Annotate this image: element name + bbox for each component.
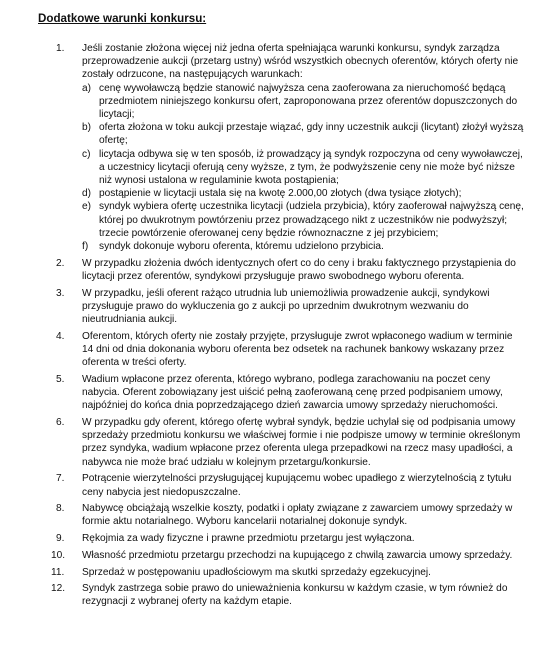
- sub-item-letter: f): [82, 241, 89, 253]
- list-item: [38, 257, 524, 283]
- sub-item-letter: c): [82, 148, 91, 160]
- item-text: Potrącenie wierzytelności przysługującej kupującemu wobec upadłego z wierzytelnością z tytułu ceny nabycia jest niedopuszczalne.: [82, 473, 512, 498]
- list-item: [38, 287, 524, 327]
- item-text: Sprzedaż w postępowaniu upadłościowym ma skutki sprzedaży egzekucyjnej.: [82, 566, 431, 578]
- item-number: 9.: [56, 533, 65, 545]
- sub-list-item: [82, 240, 524, 253]
- list-item: [38, 502, 524, 528]
- item-text: Jeśli zostanie złożona więcej niż jedna oferta spełniająca warunki konkursu, syndyk zarządza przeprowadzenie aukcji (przetarg ustny) wśród wszystkich obecnych oferentów, których oferty nie zostały odrzucone, na następujących warunkach:: [82, 43, 519, 81]
- sub-item-letter: b): [82, 122, 92, 134]
- item-number: 6.: [56, 416, 65, 428]
- item-number: 7.: [56, 473, 65, 485]
- list-item: [38, 472, 524, 498]
- item-text: W przypadku, jeśli oferent rażąco utrudnia lub uniemożliwia prowadzenie aukcji, syndykowi przysługuje prawo do wykluczenia go z aukcji po uprzednim dwukrotnym wezwaniu do nieutrudniania aukcji.: [82, 287, 490, 326]
- item-text: Rękojmia za wady fizyczne i prawne przedmiotu przetargu jest wyłączona.: [82, 533, 415, 545]
- conditions-list: [38, 42, 524, 609]
- list-item: [38, 549, 524, 562]
- item-number: 11.: [51, 566, 65, 578]
- item-number: 2.: [56, 257, 65, 269]
- item-number: 1.: [56, 43, 65, 54]
- list-item: [38, 373, 524, 413]
- auction-rules-list: [82, 82, 524, 254]
- sub-list-item: [82, 187, 524, 200]
- sub-item-letter: a): [82, 82, 92, 94]
- sub-item-text: syndyk dokonuje wyboru oferenta, któremu udzielono przybicia.: [99, 241, 384, 253]
- sub-item-letter: e): [82, 201, 92, 213]
- item-number: 4.: [56, 330, 65, 342]
- item-number: 3.: [56, 287, 65, 299]
- sub-list-item: [82, 82, 524, 122]
- item-number: 12.: [51, 583, 66, 595]
- list-item: [38, 416, 524, 469]
- list-item: [38, 582, 524, 608]
- sub-list-item: [82, 148, 524, 188]
- sub-list-item: [82, 200, 524, 240]
- list-item: [38, 330, 524, 370]
- item-number: 8.: [56, 503, 65, 515]
- sub-list-item: [82, 121, 524, 147]
- item-text: Oferentom, których oferty nie zostały przyjęte, przysługuje zwrot wpłaconego wadium w terminie 14 dni od dnia dokonania wyboru oferenta bez odsetek na rachunek bankowy wskazany przez oferenta w treści oferty.: [82, 330, 513, 369]
- item-text: W przypadku gdy oferent, którego ofertę wybrał syndyk, będzie uchylał się od podpisania umowy sprzedaży przedmiotu konkursu we właściwej formie i nie podpisze umowy w terminie określonym przez syndyka, wadium wpłacone przez oferenta ulega przepadkowi na rzecz masy upadłości, a nabywca nie może brać udziału w kolejnym przetargu/konkursie.: [82, 416, 521, 468]
- item-text: Nabywcę obciążają wszelkie koszty, podatki i opłaty związane z zawarciem umowy sprzedaży w formie aktu notarialnego. Wyboru kancelarii notarialnej dokonuje syndyk.: [82, 503, 513, 528]
- item-text: W przypadku złożenia dwóch identycznych ofert co do ceny i braku faktycznego przystąpienia do licytacji przez oferentów, syndykowi przysługuje prawo swobodnego wyboru oferenta.: [82, 257, 516, 282]
- list-item: [38, 566, 524, 579]
- list-item: [38, 42, 524, 253]
- sub-item-text: oferta złożona w toku aukcji przestaje wiązać, gdy inny uczestnik aukcji (licytant) złożył wyższą ofertę;: [99, 122, 524, 147]
- document-title: Dodatkowe warunki konkursu:: [38, 12, 207, 25]
- sub-item-text: syndyk wybiera ofertę uczestnika licytacji (udziela przybicia), który zaoferował najwyższą cenę, której po dwukrotnym powtórzeniu przez prowadzącego nikt z uczestników nie podwyższył; trzecie powtórzenie oferowanej ceny będzie równoznaczne z jej przybiciem;: [99, 201, 524, 239]
- item-text: Wadium wpłacone przez oferenta, którego wybrano, podlega zarachowaniu na poczet ceny nabycia. Oferent zobowiązany jest uiścić pełną zaoferowaną cenę przed podpisaniem umowy, najpóźniej do końca dnia poprzedzającego dzień zawarcia umowy sprzedaży nieruchomości.: [82, 373, 503, 412]
- item-number: 5.: [56, 373, 65, 385]
- sub-item-text: cenę wywoławczą będzie stanowić najwyższa cena zaoferowana za nieruchomość będącą przedmiotem niniejszego konkursu ofert, zaproponowana przez oferentów dopuszczonych do licytacji;: [99, 82, 518, 121]
- sub-item-letter: d): [82, 188, 92, 200]
- sub-item-text: licytacja odbywa się w ten sposób, iż prowadzący ją syndyk rozpoczyna od ceny wywoławczej, a uczestnicy licytacji oferują ceny wyższe, z tym, że podwyższenie ceny nie może być niższe niż wynosi ustalona w regulaminie kwota postąpienia;: [99, 148, 523, 187]
- sub-item-text: postąpienie w licytacji ustala się na kwotę 2.000,00 złotych (dwa tysiące złotych);: [99, 188, 462, 200]
- item-text: Własność przedmiotu przetargu przechodzi na kupującego z chwilą zawarcia umowy sprzedaży.: [82, 549, 513, 561]
- list-item: [38, 532, 524, 545]
- item-number: 10.: [51, 549, 66, 561]
- item-text: Syndyk zastrzega sobie prawo do unieważnienia konkursu w każdym czasie, w tym również do rezygnacji z wybranej oferty na każdym etapie.: [82, 583, 508, 608]
